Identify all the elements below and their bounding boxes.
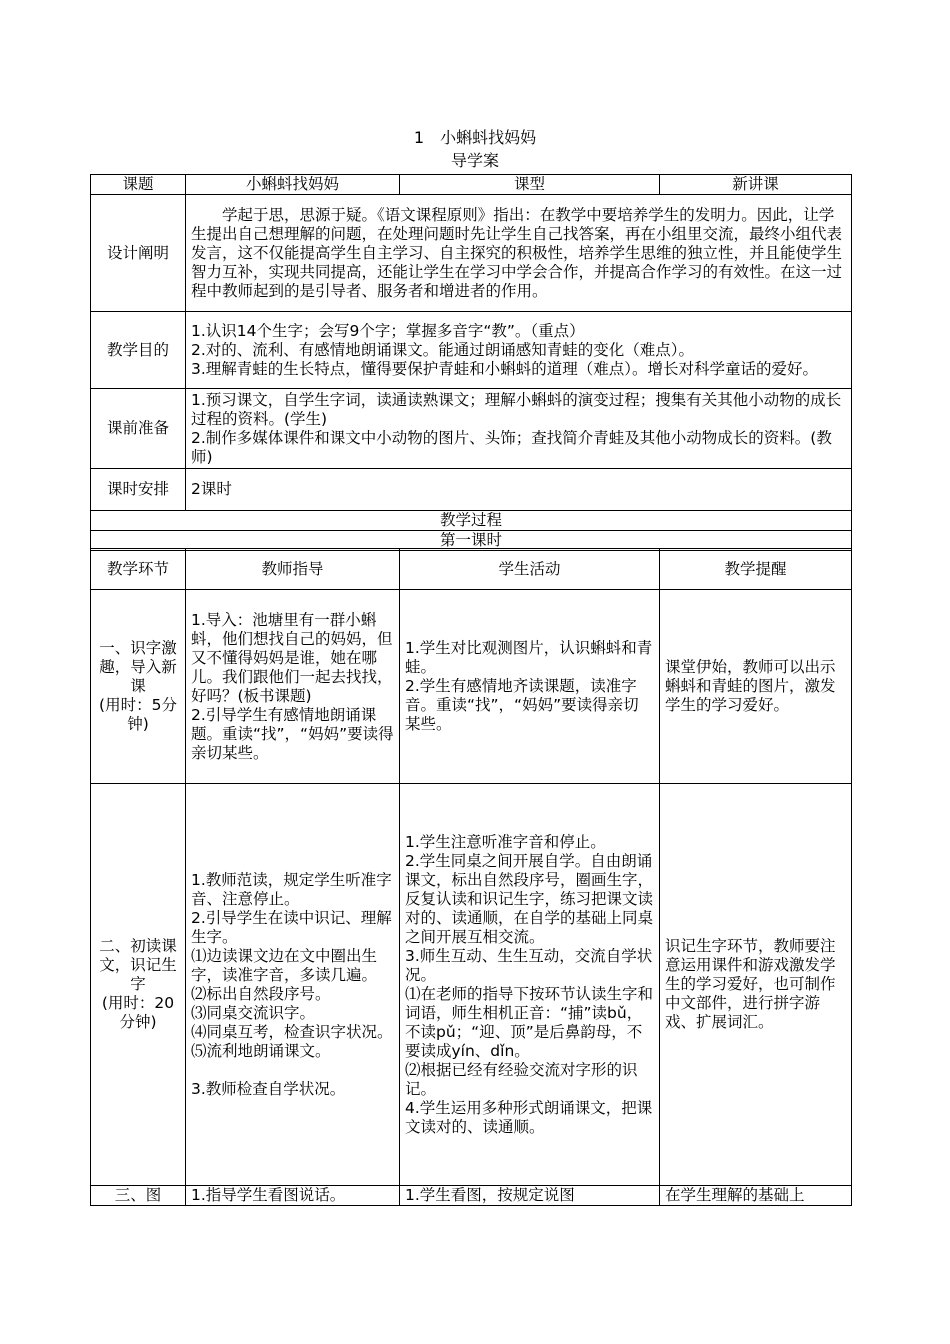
header-teacher: 教师指导 (186, 549, 400, 590)
prep-label: 课前准备 (91, 389, 186, 469)
document-title: 1 小蝌蚪找妈妈 (413, 128, 537, 147)
teacher-cell: 1.教师范读，规定学生听准字音、注意停止。 2.引导学生在读中识记、理解生字。 ⑴边读课文边在文中圈出生字，读准字音，多读几遍。 ⑵标出自然段序号。 ⑶同桌交流识字。 ⑷同桌互考，检查识字状况。 ⑸流利地朗诵课文。 3.教师检查自学状况。 (186, 784, 400, 1186)
stage-cell: 三、图 (91, 1186, 186, 1206)
stage-cell: 二、初读课文，识记生字 (用时：20分钟) (91, 784, 186, 1186)
section-row (91, 511, 852, 531)
info-table (90, 174, 852, 551)
design-text: 学起于思，思源于疑。《语文课程原则》指出：在教学中要培养学生的发明力。因此，让学生提出自己想理解的问题，在处理问题时先让学生自己找答案，再在小组里交流，最终小组代表发言，这不仅能提高学生自主学习、自主探究的积极性，培养学生思维的独立性，并且能使学生智力互补，实现共同提高，还能让学生在学习中学会合作，并提高合作学习的有效性。在这一过程中教师起到的是引导者、服务者和增进者的作用。 (186, 195, 852, 312)
course-label: 课题 (91, 175, 186, 195)
section-title: 教学过程 (91, 511, 852, 531)
goal-row (91, 312, 852, 389)
time-value: 2课时 (186, 469, 852, 511)
student-cell: 1.学生注意听准字音和停止。 2.学生同桌之间开展自学。自由朗诵课文，标出自然段序号，圈画生字，反复认读和识记生字，练习把课文读对的、读通顺，在自学的基础上同桌之间开展互相交流。 3.师生互动、生生互动，交流自学状况。 ⑴在老师的指导下按环节认读生字和词语，师生相机正音：“捕”读bǔ，不读pǔ；“迎、顶”是后鼻韵母，不要读成yín、dǐn。 ⑵根据已经有经验交流对字形的识记。 4.学生运用多种形式朗诵课文，把课文读对的、读通顺。 (400, 784, 660, 1186)
course-value: 小蝌蚪找妈妈 (186, 175, 400, 195)
tip-cell: 识记生字环节，教师要注意运用课件和游戏激发学生的学习爱好，也可制作中文部件，进行拼字游戏、扩展词汇。 (660, 784, 852, 1186)
header-stage: 教学环节 (91, 549, 186, 590)
prep-row (91, 389, 852, 469)
type-value: 新讲课 (660, 175, 852, 195)
table-row (91, 590, 852, 784)
prep-text: 1.预习课文，自学生字词，读通读熟课文；理解小蝌蚪的演变过程；搜集有关其他小动物的成长过程的资料。(学生) 2.制作多媒体课件和课文中小动物的图片、头饰；查找简介青蛙及其他小动物成长的资料。(教师) (186, 389, 852, 469)
design-row (91, 195, 852, 312)
course-row (91, 175, 852, 195)
time-label: 课时安排 (91, 469, 186, 511)
document-subtitle: 导学案 (450, 151, 499, 170)
goal-label: 教学目的 (91, 312, 186, 389)
time-row (91, 469, 852, 511)
tip-cell: 在学生理解的基础上 (660, 1186, 852, 1206)
process-table (90, 548, 852, 1206)
table-row (91, 1186, 852, 1206)
student-cell: 1.学生看图，按规定说图 (400, 1186, 660, 1206)
teacher-cell: 1.指导学生看图说话。 (186, 1186, 400, 1206)
table-row (91, 784, 852, 1186)
student-cell: 1.学生对比观测图片，认识蝌蚪和青蛙。 2.学生有感情地齐读课题，读准字音。重读“找”，“妈妈”要读得亲切某些。 (400, 590, 660, 784)
stage-cell: 一、识字激趣，导入新课 (用时：5分钟) (91, 590, 186, 784)
design-label: 设计阐明 (91, 195, 186, 312)
type-label: 课型 (400, 175, 660, 195)
header-tip: 教学提醒 (660, 549, 852, 590)
process-header-row (91, 549, 852, 590)
header-student: 学生活动 (400, 549, 660, 590)
goal-text: 1.认识14个生字；会写9个字；掌握多音字“教”。（重点） 2.对的、流利、有感情地朗诵课文。能通过朗诵感知青蛙的变化（难点）。 3.理解青蛙的生长特点，懂得要保护青蛙和小蝌蚪的道理（难点）。增长对科学童话的爱好。 (186, 312, 852, 389)
tip-cell: 课堂伊始，教师可以出示蝌蚪和青蛙的图片，激发学生的学习爱好。 (660, 590, 852, 784)
lesson-title: 第一课时 (91, 531, 852, 551)
teacher-cell: 1.导入：池塘里有一群小蝌蚪，他们想找自己的妈妈，但又不懂得妈妈是谁，她在哪儿。我们跟他们一起去找找，好吗？(板书课题) 2.引导学生有感情地朗诵课题。重读“找”，“妈妈”要读得亲切某些。 (186, 590, 400, 784)
